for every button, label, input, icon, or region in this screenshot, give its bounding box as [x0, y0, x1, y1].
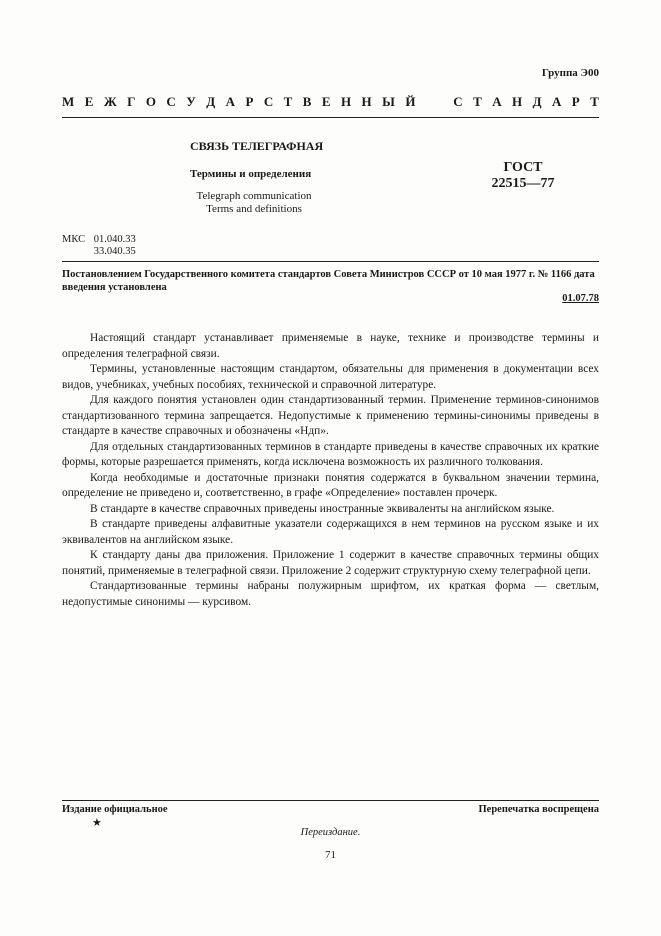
banner-letter: С: [263, 94, 274, 109]
banner-letter: Т: [590, 94, 599, 109]
banner-letter: Р: [571, 94, 580, 109]
banner-letter: Г: [127, 94, 136, 109]
document-subtitle: Термины и определения: [190, 168, 312, 180]
banner-letter: У: [186, 94, 196, 109]
english-title-line1: Telegraph communication: [196, 190, 312, 202]
reissue-note: Переиздание.: [300, 827, 361, 838]
body-paragraph: Стандартизованные термины набраны полужирным шрифтом, их краткая форма — светлым, недопустимые синонимы — курсивом.: [62, 580, 599, 608]
mks-codes: [62, 234, 136, 258]
banner-letter: А: [551, 94, 562, 109]
banner-letter: Н: [361, 94, 372, 109]
banner-letter: М: [62, 94, 75, 109]
page-number: 71: [325, 849, 336, 861]
english-title: [190, 190, 318, 216]
banner-letter: С: [166, 94, 176, 109]
banner-letter: А: [492, 94, 502, 109]
body-paragraph: Для каждого понятия установлен один стандартизованный термин. Применение терминов-синонимов стандартизованного термина запрещается. Недопустимые к применению термины-синонимы приведены в стандарте в качестве справочных и обозначены «Ндп».: [62, 394, 599, 437]
banner-letter: Й: [405, 94, 416, 109]
banner-letter: Д: [206, 94, 216, 109]
body-paragraph: К стандарту даны два приложения. Приложение 1 содержит в качестве справочных термины общих понятий, применяемые в телеграфной связи. Приложение 2 содержит структурную схему телеграфной цепи.: [62, 549, 599, 577]
banner-letter: Р: [245, 94, 254, 109]
gost-number: 22515—77: [491, 176, 555, 191]
reprint-notice: Перепечатка воспрещена: [478, 804, 599, 815]
banner-letter: А: [225, 94, 235, 109]
english-title-line2: Terms and definitions: [206, 203, 302, 215]
body-paragraph: Настоящий стандарт устанавливает применяемые в науке, технике и производстве термины и определения телеграфной связи.: [62, 332, 599, 360]
standard-banner: [62, 94, 599, 110]
banner-letter: Н: [340, 94, 352, 109]
mid-rule: [62, 261, 599, 262]
banner-letter: О: [145, 94, 156, 109]
edition-label: Издание официальное: [62, 804, 168, 815]
mks-code: 01.040.33: [93, 234, 136, 245]
title-block: [190, 139, 323, 216]
banner-letter: Т: [283, 94, 293, 109]
resolution-text: Постановлением Государственного комитета стандартов Совета Министров СССР от 10 мая 1977 г. № 1166 дата введения установлена: [62, 269, 595, 293]
banner-letter: [440, 94, 443, 110]
body-paragraph: В стандарте в качестве справочных приведены иностранные эквиваленты на английском языке.: [90, 502, 555, 515]
star-icon: ★: [92, 817, 102, 829]
banner-letter: Ы: [382, 94, 395, 109]
gost-designation: [478, 160, 568, 192]
banner-letter: Е: [321, 94, 331, 109]
banner-letter: Т: [473, 94, 482, 109]
body-paragraph: Когда необходимые и достаточные признаки понятия содержатся в буквальном значении термина, определение не приведено и, соответственно, в графе «Определение» поставлен прочерк.: [62, 471, 599, 499]
document-body: [62, 331, 599, 610]
body-paragraph: В стандарте приведены алфавитные указатели содержащихся в нем терминов на русском языке и их эквивалентов на английском языке.: [62, 518, 599, 546]
effective-date: 01.07.78: [562, 293, 599, 304]
gost-label: ГОСТ: [503, 160, 543, 175]
document-title: СВЯЗЬ ТЕЛЕГРАФНАЯ: [190, 139, 324, 153]
banner-letter: Д: [532, 94, 542, 109]
bottom-rule: [62, 800, 599, 801]
top-rule: [62, 117, 599, 118]
body-paragraph: Термины, установленные настоящим стандартом, обязательны для применения в документации всех видов, учебниках, учебных пособиях, технической и справочной литературе.: [62, 363, 599, 391]
banner-letter: С: [453, 94, 463, 109]
mks-code-list: [94, 234, 136, 258]
mks-label: МКС: [62, 234, 86, 245]
banner-letter: Е: [84, 94, 94, 109]
banner-letter: В: [302, 94, 312, 109]
banner-letter: Н: [512, 94, 523, 109]
banner-letter: [426, 94, 429, 110]
mks-code: 33.040.35: [93, 246, 136, 257]
body-paragraph: Для отдельных стандартизованных терминов в стандарте приведены в качестве справочных их краткие формы, которые разрешается применять, когда исключена возможность их различного толкования.: [62, 440, 599, 468]
group-label: Группа Э00: [541, 67, 599, 79]
banner-letter: Ж: [103, 94, 117, 109]
